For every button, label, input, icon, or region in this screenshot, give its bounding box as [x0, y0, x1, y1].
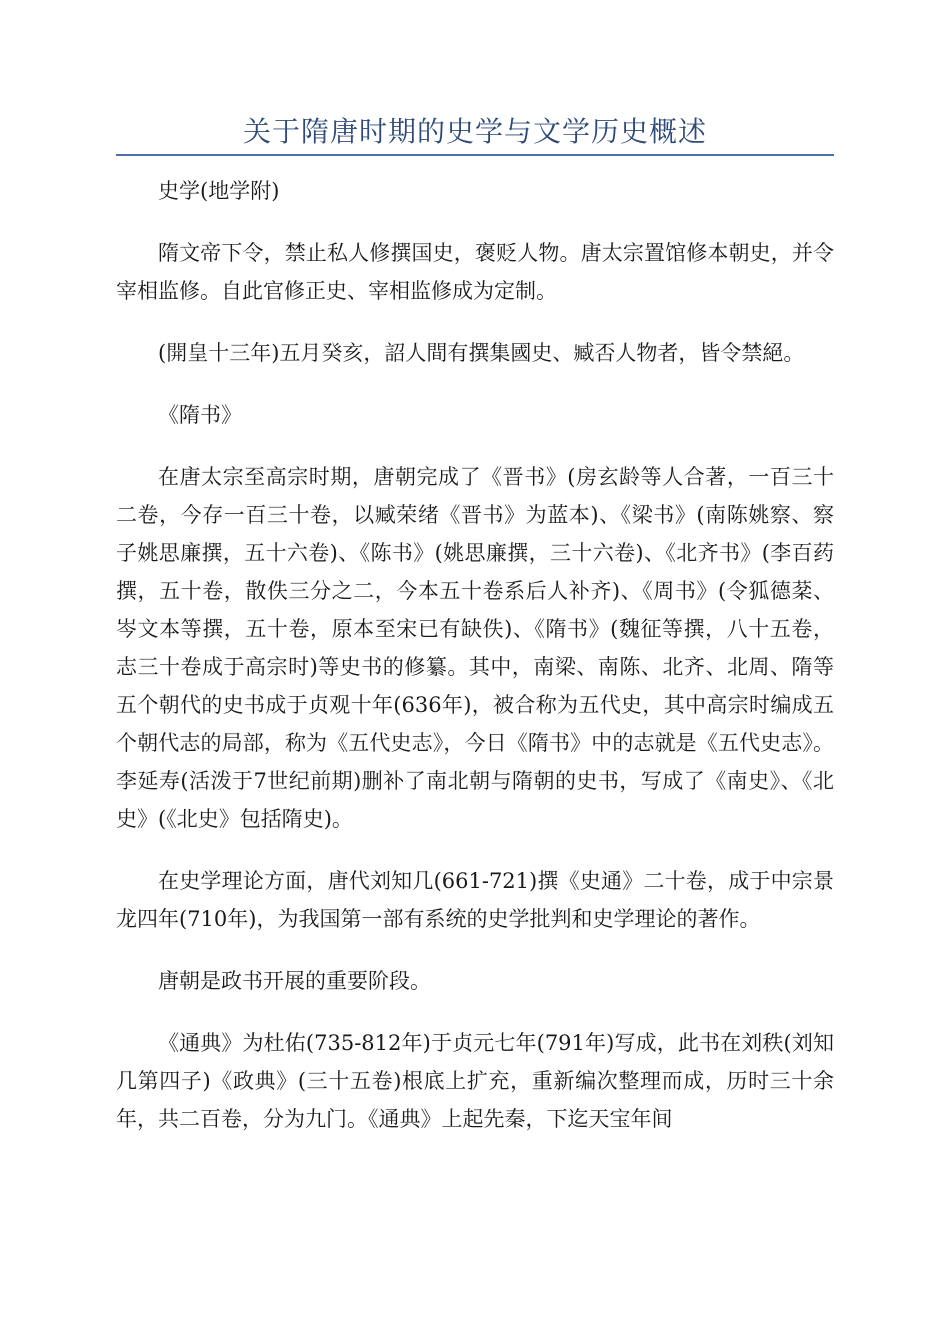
document-body	[116, 172, 834, 1162]
paragraph: 在史学理论方面，唐代刘知几(661-721)撰《史通》二十卷，成于中宗景龙四年(710年)，为我国第一部有系统的史学批判和史学理论的著作。	[116, 869, 834, 931]
paragraph: 唐朝是政书开展的重要阶段。	[158, 969, 431, 993]
paragraph: 在唐太宗至高宗时期，唐朝完成了《晋书》(房玄龄等人合著，一百三十二卷，今存一百三十卷，以臧荣绪《晋书》为蓝本)、《梁书》(南陈姚察、察子姚思廉撰，五十六卷)、《陈书》(姚思廉撰，三十六卷)、《北齐书》(李百药撰，五十卷，散佚三分之二，今本五十卷系后人补齐)、《周书》(令狐德棻、岑文本等撰，五十卷，原本至宋已有缺佚)、《隋书》(魏征等撰，八十五卷，志三十卷成于高宗时)等史书的修纂。其中，南梁、南陈、北齐、北周、隋等五个朝代的史书成于贞观十年(636年)，被合称为五代史，其中高宗时编成五个朝代志的局部，称为《五代史志》，今日《隋书》中的志就是《五代史志》。李延寿(活泼于7世纪前期)删补了南北朝与隋朝的史书，写成了《南史》、《北史》(《北史》包括隋史)。	[116, 465, 834, 831]
section-heading-history: 史学(地学附)	[158, 179, 280, 203]
document-title: 关于隋唐时期的史学与文学历史概述	[242, 115, 707, 148]
paragraph: (開皇十三年)五月癸亥，詔人間有撰集國史、臧否人物者，皆令禁絕。	[158, 341, 805, 365]
section-heading-sui-shu: 《隋书》	[158, 403, 242, 427]
paragraph: 《通典》为杜佑(735-812年)于贞元七年(791年)写成，此书在刘秩(刘知几第四子)《政典》(三十五卷)根底上扩充，重新编次整理而成，历时三十余年，共二百卷，分为九门。《通典》上起先秦，下迄天宝年间	[116, 1031, 834, 1131]
paragraph: 隋文帝下令，禁止私人修撰国史，褒贬人物。唐太宗置馆修本朝史，并令宰相监修。自此官修正史、宰相监修成为定制。	[116, 241, 834, 303]
title-underline	[116, 154, 834, 156]
